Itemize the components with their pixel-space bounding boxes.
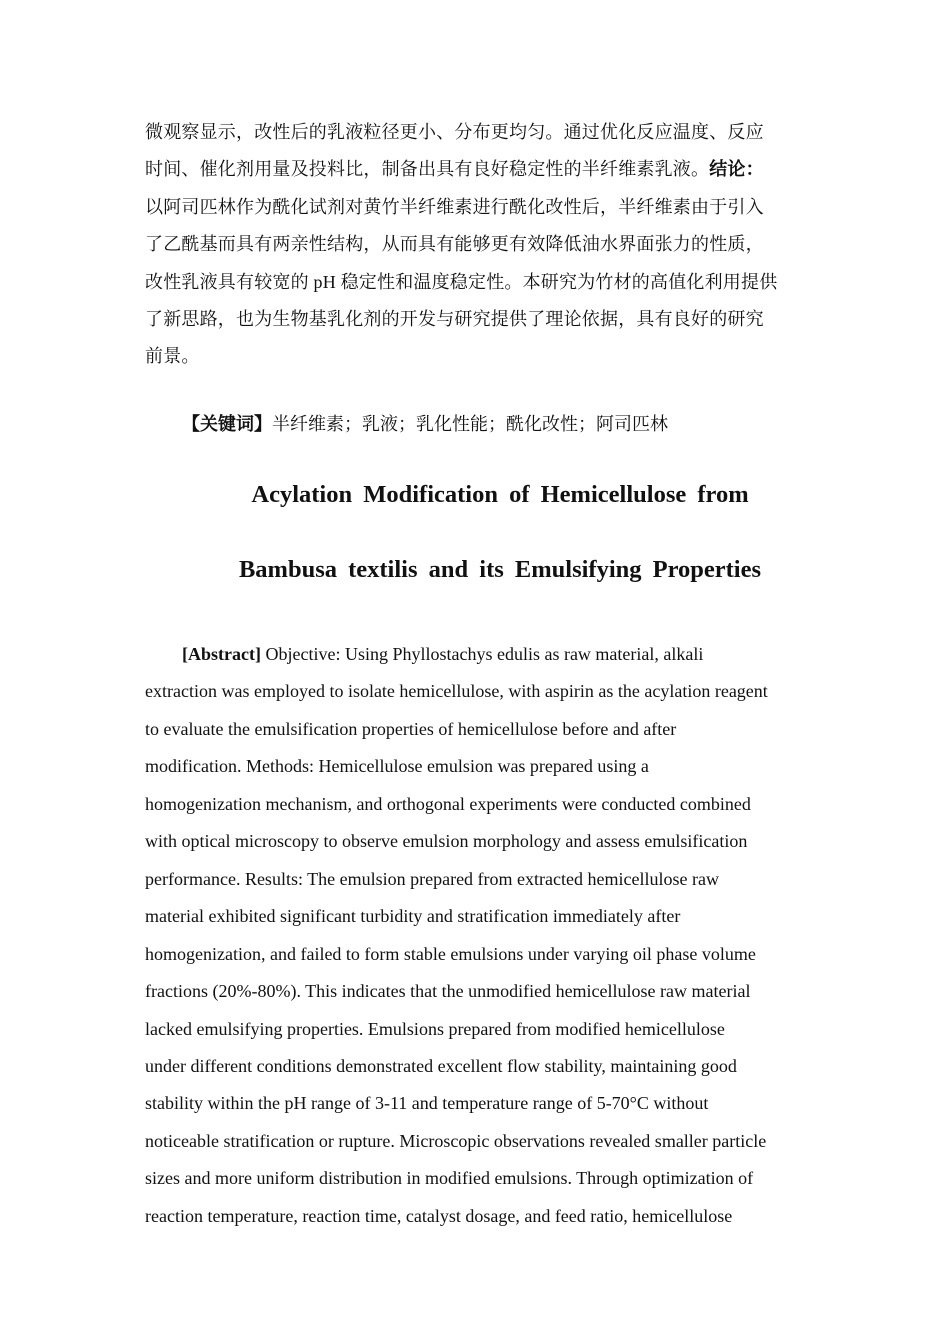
abstract-label: [Abstract] (182, 644, 261, 664)
chinese-abstract (145, 114, 807, 376)
english-abstract-line: to evaluate the emulsification properties of hemicellulose before and after (145, 718, 677, 739)
english-abstract-line: sizes and more uniform distribution in modified emulsions. Through optimization of (145, 1168, 754, 1189)
english-abstract-line: modification. Methods: Hemicellulose emulsion was prepared using a (145, 756, 649, 777)
english-abstract-line: noticeable stratification or rupture. Microscopic observations revealed smaller particle (145, 1130, 767, 1151)
english-abstract-line: reaction temperature, reaction time, catalyst dosage, and feed ratio, hemicellulose (145, 1205, 733, 1226)
chinese-abstract-line (145, 151, 807, 188)
chinese-abstract-line: 以阿司匹林作为酰化试剂对黄竹半纤维素进行酰化改性后，半纤维素由于引入 (145, 196, 764, 217)
english-abstract-line-text: Objective: Using Phyllostachys edulis as raw material, alkali (260, 644, 704, 664)
english-abstract-line: fractions (20%-80%). This indicates that the unmodified hemicellulose raw material (145, 981, 751, 1002)
english-abstract (145, 636, 815, 1235)
english-abstract-line: stability within the pH range of 3-11 and temperature range of 5-70°C without (145, 1093, 709, 1114)
english-abstract-line: material exhibited significant turbidity and stratification immediately after (145, 906, 681, 927)
english-abstract-line: homogenization, and failed to form stable emulsions under varying oil phase volume (145, 943, 756, 964)
keywords-text: 半纤维素；乳液；乳化性能；酰化改性；阿司匹林 (272, 414, 668, 434)
english-abstract-line: homogenization mechanism, and orthogonal experiments were conducted combined (145, 793, 751, 814)
english-title-line-2: Bambusa textilis and its Emulsifying Properties (238, 556, 762, 583)
keywords (182, 409, 668, 439)
english-abstract-line: with optical microscopy to observe emulsion morphology and assess emulsification (145, 831, 748, 852)
english-abstract-line: performance. Results: The emulsion prepared from extracted hemicellulose raw (145, 868, 719, 889)
chinese-abstract-line: 改性乳液具有较宽的 pH 稳定性和温度稳定性。本研究为竹材的高值化利用提供 (145, 271, 778, 292)
keywords-label: 【关键词】 (182, 414, 272, 434)
english-abstract-line: under different conditions demonstrated excellent flow stability, maintaining good (145, 1055, 737, 1076)
english-title-line-1: Acylation Modification of Hemicellulose from (251, 481, 749, 508)
english-abstract-line (145, 636, 815, 673)
chinese-abstract-line: 了乙酰基而具有两亲性结构，从而具有能够更有效降低油水界面张力的性质， (145, 234, 764, 255)
english-abstract-line: lacked emulsifying properties. Emulsions prepared from modified hemicellulose (145, 1018, 725, 1039)
chinese-abstract-line-text: 时间、催化剂用量及投料比，制备出具有良好稳定性的半纤维素乳液。 (145, 159, 710, 180)
conclusion-label: 结论： (709, 159, 764, 180)
english-abstract-line: extraction was employed to isolate hemicellulose, with aspirin as the acylation reagent (145, 681, 768, 702)
chinese-abstract-line: 前景。 (145, 346, 200, 367)
chinese-abstract-line: 了新思路，也为生物基乳化剂的开发与研究提供了理论依据，具有良好的研究 (145, 309, 764, 330)
chinese-abstract-line: 微观察显示，改性后的乳液粒径更小、分布更均匀。通过优化反应温度、反应 (145, 122, 764, 142)
